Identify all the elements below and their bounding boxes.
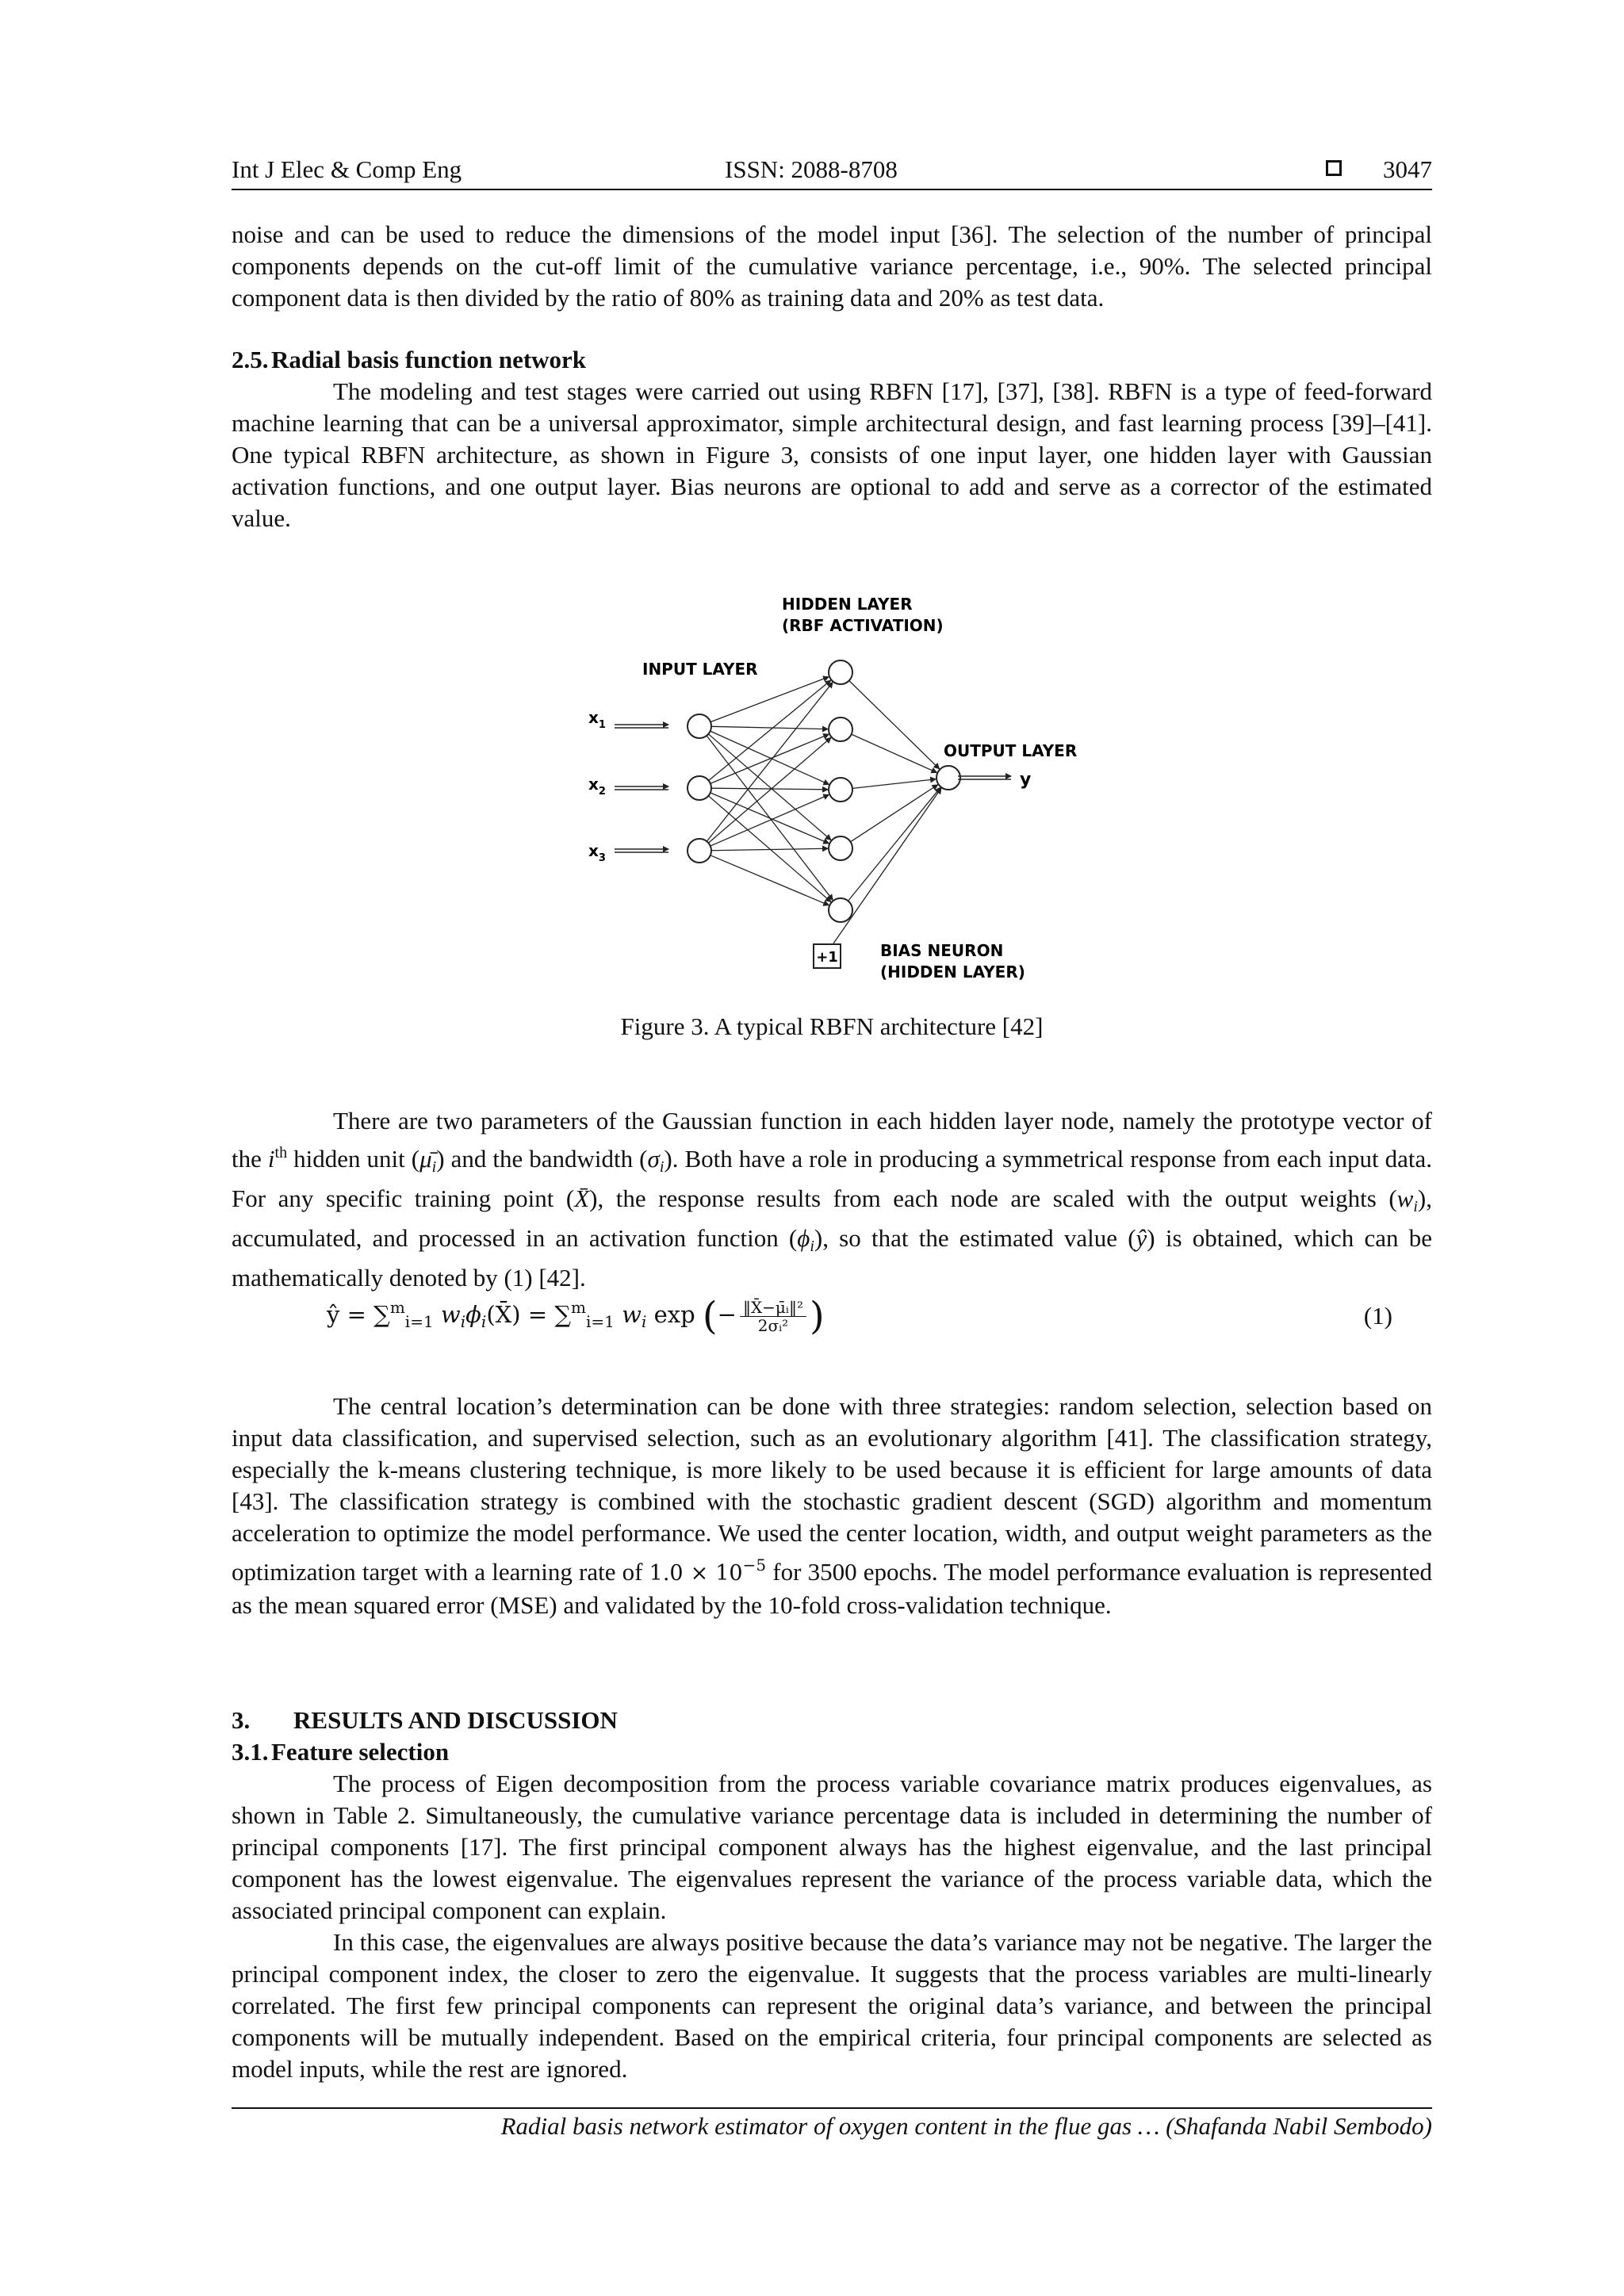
edge-hidden-5-output bbox=[848, 787, 940, 901]
header-rule bbox=[232, 189, 1432, 190]
section-number: 2.5. bbox=[232, 346, 269, 373]
input-neuron-1 bbox=[688, 714, 711, 738]
edge-input-3-hidden-2 bbox=[708, 737, 830, 843]
input-x1-label: $x_1$ bbox=[588, 708, 606, 731]
footer-rule bbox=[232, 2107, 1432, 2109]
feature-selection-paragraph-1: The process of Eigen decomposition from the process variable covariance matrix produces eigenvalues, as shown in Table 2. Simultaneously, the cumulative variance percentage data is included in determining the number of principal components [17]. The first principal component always has the highest eigenvalue, and the last principal component has the lowest eigenvalue. The eigenvalues represent the variance of the process variable data, which the associated principal component can explain. bbox=[232, 1770, 1432, 1924]
edge-hidden-3-output bbox=[852, 779, 936, 789]
connection-lines bbox=[707, 677, 941, 943]
hidden-neuron-1 bbox=[829, 660, 852, 684]
output-neuron bbox=[936, 766, 960, 790]
bias-box-label: +1 bbox=[816, 949, 838, 966]
gaussian-fraction: $\frac{\text{‖X̄−μ̄ᵢ‖²}}{\text{2σᵢ²}}$ bbox=[740, 1299, 806, 1334]
section-2-5-paragraph: The modeling and test stages were carried out using RBFN [17], [37], [38]. RBFN is a type of feed-forward machine learning that can be a universal approximator, simple architectural design, and fast learning process [39]–[41]. One typical RBFN architecture, as shown in Figure 3, consists of one input layer, one hidden layer with Gaussian activation functions, and one output layer. Bias neurons are optional to add and serve as a corrector of the estimated value. bbox=[232, 377, 1432, 532]
neuron-nodes bbox=[688, 660, 960, 922]
section-title: Radial basis function network bbox=[271, 346, 587, 373]
central-location-paragraph: The central location’s determination can be done with three strategies: random selection, selection based on input data classification, and supervised selection, such as an evolutionary algorithm [41]. The classification strategy, especially the k-means clustering technique, is more likely to be used because it is efficient for large amounts of data [43]. The classification strategy is combined with the stochastic gradient descent (SGD) algorithm and momentum acceleration to optimize the model performance. We used the center location, width, and output weight parameters as the optimization target with a learning rate of $1.0 \times 10^{-5}$ for 3500 epochs. The model performance evaluation is represented as the mean squared error (MSE) and validated by the 10-fold cross-validation technique. bbox=[232, 1392, 1433, 1619]
bias-neuron-sublabel: (HIDDEN LAYER) bbox=[880, 962, 1025, 982]
hidden-neuron-5 bbox=[829, 898, 852, 922]
section-3-1-heading: 3.1. Feature selection bbox=[232, 1738, 450, 1766]
checkbox-square-icon bbox=[1326, 160, 1342, 176]
section-3-heading: 3. RESULTS AND DISCUSSION bbox=[232, 1706, 618, 1734]
edge-hidden-1-output bbox=[849, 680, 940, 768]
page-footer: Radial basis network estimator of oxygen content in the flue gas … (Shafanda Nabil Sembodo) bbox=[500, 2112, 1432, 2140]
feature-selection-paragraph-2: In this case, the eigenvalues are always positive because the data’s variance may not be negative. The larger the principal component index, the closer to zero the eigenvalue. It suggests that the process variables are multi-linearly correlated. The first few principal components can represent the original data’s variance, and between the principal components will be mutually independent. Based on the empirical criteria, four principal components are selected as model inputs, while the rest are ignored. bbox=[232, 1928, 1432, 2083]
hidden-neuron-4 bbox=[829, 836, 852, 860]
input-neuron-3 bbox=[688, 839, 711, 863]
edge-input-2-hidden-3 bbox=[711, 788, 828, 790]
journal-name: Int J Elec & Comp Eng bbox=[232, 155, 462, 183]
edge-input-1-hidden-2 bbox=[711, 726, 828, 729]
section-2-5-heading bbox=[232, 344, 586, 376]
edge-input-3-hidden-3 bbox=[710, 794, 829, 846]
input-layer-label: INPUT LAYER bbox=[642, 660, 758, 679]
bias-neuron-label: BIAS NEURON bbox=[880, 941, 1004, 960]
hidden-layer-sublabel: (RBF ACTIVATION) bbox=[782, 616, 944, 635]
edge-input-1-hidden-1 bbox=[710, 677, 829, 722]
hidden-neuron-3 bbox=[829, 778, 852, 802]
output-layer-label: OUTPUT LAYER bbox=[944, 741, 1078, 760]
equation-1 bbox=[232, 1286, 1432, 1349]
input-x3-label: $x_3$ bbox=[588, 841, 606, 864]
input-x2-label: $x_2$ bbox=[588, 775, 606, 798]
issn: ISSN: 2088-8708 bbox=[725, 155, 898, 183]
edge-input-3-hidden-5 bbox=[710, 855, 829, 905]
page-number: 3047 bbox=[1383, 155, 1432, 183]
edge-input-1-hidden-4 bbox=[708, 734, 831, 840]
edge-input-2-hidden-4 bbox=[710, 793, 829, 844]
equation-number: (1) bbox=[1363, 1302, 1392, 1330]
output-symbol: y bbox=[1020, 770, 1032, 790]
hidden-layer-label: HIDDEN LAYER bbox=[782, 595, 913, 614]
edge-input-2-hidden-1 bbox=[709, 680, 831, 780]
rbfn-architecture-diagram bbox=[579, 587, 1134, 999]
gaussian-paragraph: There are two parameters of the Gaussian function in each hidden layer node, namely the prototype vector of the $i^{th}$ hidden unit $(\mū_i)$ and the bandwidth $(\sigma_i)$. Both have a role in producing a symmetrical response from each input data. For any specific training point (X̄), the response results from each node are scaled with the output weights $(w_i)$, accumulated, and processed in an activation function $(\phi_i)$, so that the estimated value (ŷ) is obtained, which can be mathematically denoted by (1) [42]. bbox=[232, 1107, 1433, 1292]
input-neuron-2 bbox=[688, 776, 711, 800]
page-header bbox=[232, 155, 1432, 192]
hidden-neuron-2 bbox=[829, 718, 852, 741]
equation-formula: ŷ = ∑$^m_{i=1}$ $w_i\phi_i(X̄) = \sum^m_{i=1}$ $w_i$ exp (− $\frac{\text{‖X̄−μ̄ᵢ‖²}}{\text{2σᵢ²}}$ ) bbox=[327, 1294, 825, 1338]
edge-hidden-4-output bbox=[851, 785, 938, 842]
edge-bias-output bbox=[833, 788, 941, 943]
intro-paragraph: noise and can be used to reduce the dimensions of the model input [36]. The selection of the number of principal components depends on the cut-off limit of the cumulative variance percentage, i.e., 90%. The selected principal component data is then divided by the ratio of 80% as training data and 20% as test data. bbox=[232, 220, 1432, 312]
figure-caption: Figure 3. A typical RBFN architecture [42] bbox=[620, 1012, 1044, 1040]
